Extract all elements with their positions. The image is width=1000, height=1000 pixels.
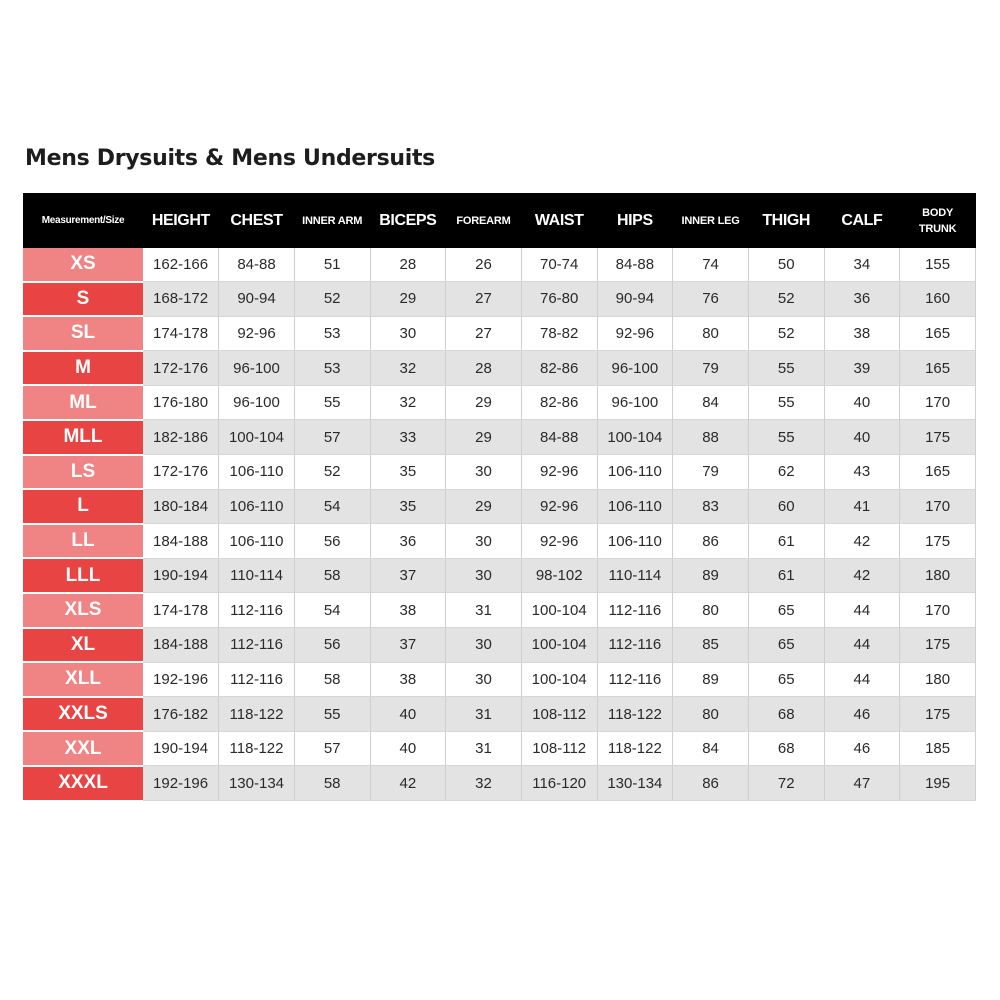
measurement-cell: 79: [673, 351, 749, 386]
measurement-cell: 85: [673, 628, 749, 663]
measurement-cell: 46: [824, 697, 900, 732]
column-header: CALF: [824, 193, 900, 248]
measurement-cell: 170: [900, 489, 976, 524]
measurement-cell: 84-88: [597, 248, 673, 282]
measurement-cell: 29: [446, 385, 522, 420]
measurement-cell: 28: [446, 351, 522, 386]
measurement-cell: 42: [824, 558, 900, 593]
measurement-cell: 175: [900, 628, 976, 663]
measurement-cell: 98-102: [521, 558, 597, 593]
measurement-cell: 96-100: [219, 385, 295, 420]
measurement-cell: 30: [446, 524, 522, 559]
measurement-cell: 170: [900, 593, 976, 628]
measurement-cell: 155: [900, 248, 976, 282]
measurement-cell: 43: [824, 455, 900, 490]
measurement-cell: 195: [900, 766, 976, 801]
measurement-cell: 46: [824, 731, 900, 766]
column-header-line: TRUNK: [918, 222, 957, 235]
size-label: LLL: [23, 558, 143, 593]
measurement-cell: 29: [446, 420, 522, 455]
column-header-line: BODY: [922, 206, 954, 219]
measurement-cell: 106-110: [597, 489, 673, 524]
measurement-cell: 40: [824, 385, 900, 420]
measurement-cell: 88: [673, 420, 749, 455]
table-row: [23, 731, 976, 766]
measurement-cell: 32: [370, 351, 446, 386]
measurement-cell: 61: [748, 524, 824, 559]
column-header: INNER ARM: [294, 193, 370, 248]
measurement-cell: 39: [824, 351, 900, 386]
measurement-cell: 92-96: [219, 316, 295, 351]
measurement-cell: 80: [673, 316, 749, 351]
table-row: [23, 282, 976, 317]
measurement-cell: 40: [824, 420, 900, 455]
measurement-cell: 106-110: [597, 455, 673, 490]
measurement-cell: 54: [294, 593, 370, 628]
size-label: XXLS: [23, 697, 143, 732]
size-label: MLL: [23, 420, 143, 455]
measurement-cell: 76-80: [521, 282, 597, 317]
measurement-cell: 65: [748, 662, 824, 697]
table-row: [23, 697, 976, 732]
measurement-cell: 56: [294, 628, 370, 663]
measurement-cell: 52: [748, 316, 824, 351]
measurement-cell: 42: [370, 766, 446, 801]
measurement-cell: 100-104: [219, 420, 295, 455]
measurement-cell: 55: [294, 385, 370, 420]
measurement-cell: 53: [294, 351, 370, 386]
measurement-cell: 96-100: [597, 385, 673, 420]
measurement-cell: 38: [370, 662, 446, 697]
measurement-cell: 52: [294, 455, 370, 490]
table-row: [23, 420, 976, 455]
measurement-cell: 112-116: [597, 662, 673, 697]
measurement-cell: 100-104: [597, 420, 673, 455]
measurement-cell: 80: [673, 697, 749, 732]
measurement-cell: 57: [294, 420, 370, 455]
measurement-cell: 31: [446, 593, 522, 628]
measurement-cell: 60: [748, 489, 824, 524]
measurement-cell: 92-96: [521, 489, 597, 524]
column-header: HIPS: [597, 193, 673, 248]
measurement-cell: 61: [748, 558, 824, 593]
measurement-cell: 118-122: [219, 731, 295, 766]
table-row: [23, 593, 976, 628]
measurement-cell: 36: [370, 524, 446, 559]
table-row: [23, 628, 976, 663]
table-row: [23, 766, 976, 801]
measurement-cell: 175: [900, 420, 976, 455]
measurement-cell: 58: [294, 558, 370, 593]
measurement-cell: 106-110: [219, 489, 295, 524]
size-label: XXXL: [23, 766, 143, 801]
measurement-cell: 96-100: [597, 351, 673, 386]
measurement-cell: 86: [673, 524, 749, 559]
measurement-cell: 176-180: [143, 385, 219, 420]
measurement-cell: 118-122: [597, 697, 673, 732]
column-header: [900, 193, 976, 248]
size-label: S: [23, 282, 143, 317]
measurement-cell: 108-112: [521, 697, 597, 732]
measurement-cell: 100-104: [521, 628, 597, 663]
table-row: [23, 524, 976, 559]
measurement-cell: 180-184: [143, 489, 219, 524]
measurement-cell: 130-134: [597, 766, 673, 801]
measurement-cell: 44: [824, 593, 900, 628]
column-header: CHEST: [219, 193, 295, 248]
measurement-cell: 50: [748, 248, 824, 282]
table-row: [23, 248, 976, 282]
size-label: SL: [23, 316, 143, 351]
measurement-cell: 70-74: [521, 248, 597, 282]
size-label: LS: [23, 455, 143, 490]
measurement-cell: 92-96: [521, 524, 597, 559]
measurement-cell: 112-116: [597, 593, 673, 628]
measurement-cell: 112-116: [597, 628, 673, 663]
measurement-cell: 84-88: [219, 248, 295, 282]
table-row: [23, 662, 976, 697]
measurement-cell: 40: [370, 697, 446, 732]
measurement-cell: 160: [900, 282, 976, 317]
measurement-cell: 176-182: [143, 697, 219, 732]
table-row: [23, 316, 976, 351]
measurement-cell: 96-100: [219, 351, 295, 386]
measurement-cell: 34: [824, 248, 900, 282]
measurement-cell: 30: [446, 558, 522, 593]
table-body: [23, 248, 976, 801]
column-header: BICEPS: [370, 193, 446, 248]
measurement-cell: 82-86: [521, 351, 597, 386]
measurement-cell: 57: [294, 731, 370, 766]
measurement-cell: 116-120: [521, 766, 597, 801]
measurement-cell: 82-86: [521, 385, 597, 420]
measurement-cell: 90-94: [597, 282, 673, 317]
measurement-cell: 68: [748, 731, 824, 766]
measurement-cell: 32: [370, 385, 446, 420]
measurement-cell: 29: [446, 489, 522, 524]
measurement-cell: 108-112: [521, 731, 597, 766]
measurement-cell: 165: [900, 351, 976, 386]
size-label: ML: [23, 385, 143, 420]
measurement-cell: 76: [673, 282, 749, 317]
measurement-cell: 118-122: [597, 731, 673, 766]
measurement-cell: 110-114: [597, 558, 673, 593]
measurement-cell: 30: [446, 455, 522, 490]
header-row: [23, 193, 976, 248]
measurement-cell: 86: [673, 766, 749, 801]
measurement-cell: 130-134: [219, 766, 295, 801]
column-header: THIGH: [748, 193, 824, 248]
measurement-cell: 41: [824, 489, 900, 524]
measurement-cell: 106-110: [597, 524, 673, 559]
size-label: LL: [23, 524, 143, 559]
measurement-cell: 44: [824, 662, 900, 697]
measurement-cell: 58: [294, 662, 370, 697]
measurement-cell: 112-116: [219, 662, 295, 697]
measurement-cell: 62: [748, 455, 824, 490]
measurement-cell: 52: [294, 282, 370, 317]
measurement-cell: 100-104: [521, 662, 597, 697]
measurement-cell: 190-194: [143, 558, 219, 593]
measurement-cell: 83: [673, 489, 749, 524]
measurement-cell: 51: [294, 248, 370, 282]
measurement-cell: 185: [900, 731, 976, 766]
measurement-cell: 79: [673, 455, 749, 490]
measurement-cell: 29: [370, 282, 446, 317]
measurement-cell: 78-82: [521, 316, 597, 351]
measurement-cell: 92-96: [597, 316, 673, 351]
size-chart-table: [23, 193, 976, 802]
measurement-cell: 184-188: [143, 628, 219, 663]
measurement-cell: 168-172: [143, 282, 219, 317]
measurement-cell: 32: [446, 766, 522, 801]
measurement-cell: 84: [673, 731, 749, 766]
table-row: [23, 351, 976, 386]
size-label: L: [23, 489, 143, 524]
measurement-cell: 31: [446, 731, 522, 766]
measurement-cell: 192-196: [143, 662, 219, 697]
measurement-cell: 30: [370, 316, 446, 351]
measurement-cell: 174-178: [143, 316, 219, 351]
measurement-cell: 54: [294, 489, 370, 524]
measurement-cell: 55: [294, 697, 370, 732]
measurement-cell: 112-116: [219, 593, 295, 628]
measurement-cell: 192-196: [143, 766, 219, 801]
measurement-cell: 37: [370, 628, 446, 663]
column-header: INNER LEG: [673, 193, 749, 248]
measurement-cell: 31: [446, 697, 522, 732]
table-row: [23, 385, 976, 420]
measurement-cell: 110-114: [219, 558, 295, 593]
column-header: HEIGHT: [143, 193, 219, 248]
measurement-cell: 100-104: [521, 593, 597, 628]
measurement-cell: 106-110: [219, 524, 295, 559]
measurement-cell: 184-188: [143, 524, 219, 559]
measurement-cell: 174-178: [143, 593, 219, 628]
measurement-cell: 36: [824, 282, 900, 317]
measurement-cell: 53: [294, 316, 370, 351]
measurement-cell: 74: [673, 248, 749, 282]
measurement-cell: 72: [748, 766, 824, 801]
measurement-cell: 30: [446, 662, 522, 697]
size-label: XXL: [23, 731, 143, 766]
size-label: XLL: [23, 662, 143, 697]
measurement-cell: 84: [673, 385, 749, 420]
measurement-cell: 30: [446, 628, 522, 663]
measurement-cell: 44: [824, 628, 900, 663]
measurement-cell: 112-116: [219, 628, 295, 663]
measurement-cell: 89: [673, 662, 749, 697]
measurement-cell: 175: [900, 697, 976, 732]
measurement-cell: 40: [370, 731, 446, 766]
measurement-cell: 65: [748, 593, 824, 628]
page-title: Mens Drysuits & Mens Undersuits: [25, 146, 435, 171]
column-header: Measurement/Size: [23, 193, 143, 248]
table-row: [23, 558, 976, 593]
measurement-cell: 80: [673, 593, 749, 628]
measurement-cell: 118-122: [219, 697, 295, 732]
measurement-cell: 56: [294, 524, 370, 559]
measurement-cell: 68: [748, 697, 824, 732]
size-label: XLS: [23, 593, 143, 628]
measurement-cell: 38: [370, 593, 446, 628]
measurement-cell: 33: [370, 420, 446, 455]
measurement-cell: 55: [748, 351, 824, 386]
size-label: XL: [23, 628, 143, 663]
measurement-cell: 175: [900, 524, 976, 559]
measurement-cell: 92-96: [521, 455, 597, 490]
measurement-cell: 35: [370, 489, 446, 524]
measurement-cell: 58: [294, 766, 370, 801]
measurement-cell: 38: [824, 316, 900, 351]
measurement-cell: 106-110: [219, 455, 295, 490]
measurement-cell: 172-176: [143, 455, 219, 490]
measurement-cell: 180: [900, 558, 976, 593]
size-label: XS: [23, 248, 143, 282]
measurement-cell: 28: [370, 248, 446, 282]
measurement-cell: 170: [900, 385, 976, 420]
measurement-cell: 89: [673, 558, 749, 593]
measurement-cell: 165: [900, 316, 976, 351]
measurement-cell: 35: [370, 455, 446, 490]
size-label: M: [23, 351, 143, 386]
measurement-cell: 42: [824, 524, 900, 559]
table-row: [23, 489, 976, 524]
column-header: WAIST: [521, 193, 597, 248]
measurement-cell: 172-176: [143, 351, 219, 386]
measurement-cell: 84-88: [521, 420, 597, 455]
measurement-cell: 47: [824, 766, 900, 801]
measurement-cell: 52: [748, 282, 824, 317]
measurement-cell: 27: [446, 282, 522, 317]
measurement-cell: 165: [900, 455, 976, 490]
table-row: [23, 455, 976, 490]
measurement-cell: 55: [748, 385, 824, 420]
measurement-cell: 180: [900, 662, 976, 697]
measurement-cell: 182-186: [143, 420, 219, 455]
measurement-cell: 90-94: [219, 282, 295, 317]
measurement-cell: 26: [446, 248, 522, 282]
measurement-cell: 162-166: [143, 248, 219, 282]
measurement-cell: 190-194: [143, 731, 219, 766]
measurement-cell: 65: [748, 628, 824, 663]
column-header: FOREARM: [446, 193, 522, 248]
measurement-cell: 37: [370, 558, 446, 593]
measurement-cell: 55: [748, 420, 824, 455]
measurement-cell: 27: [446, 316, 522, 351]
